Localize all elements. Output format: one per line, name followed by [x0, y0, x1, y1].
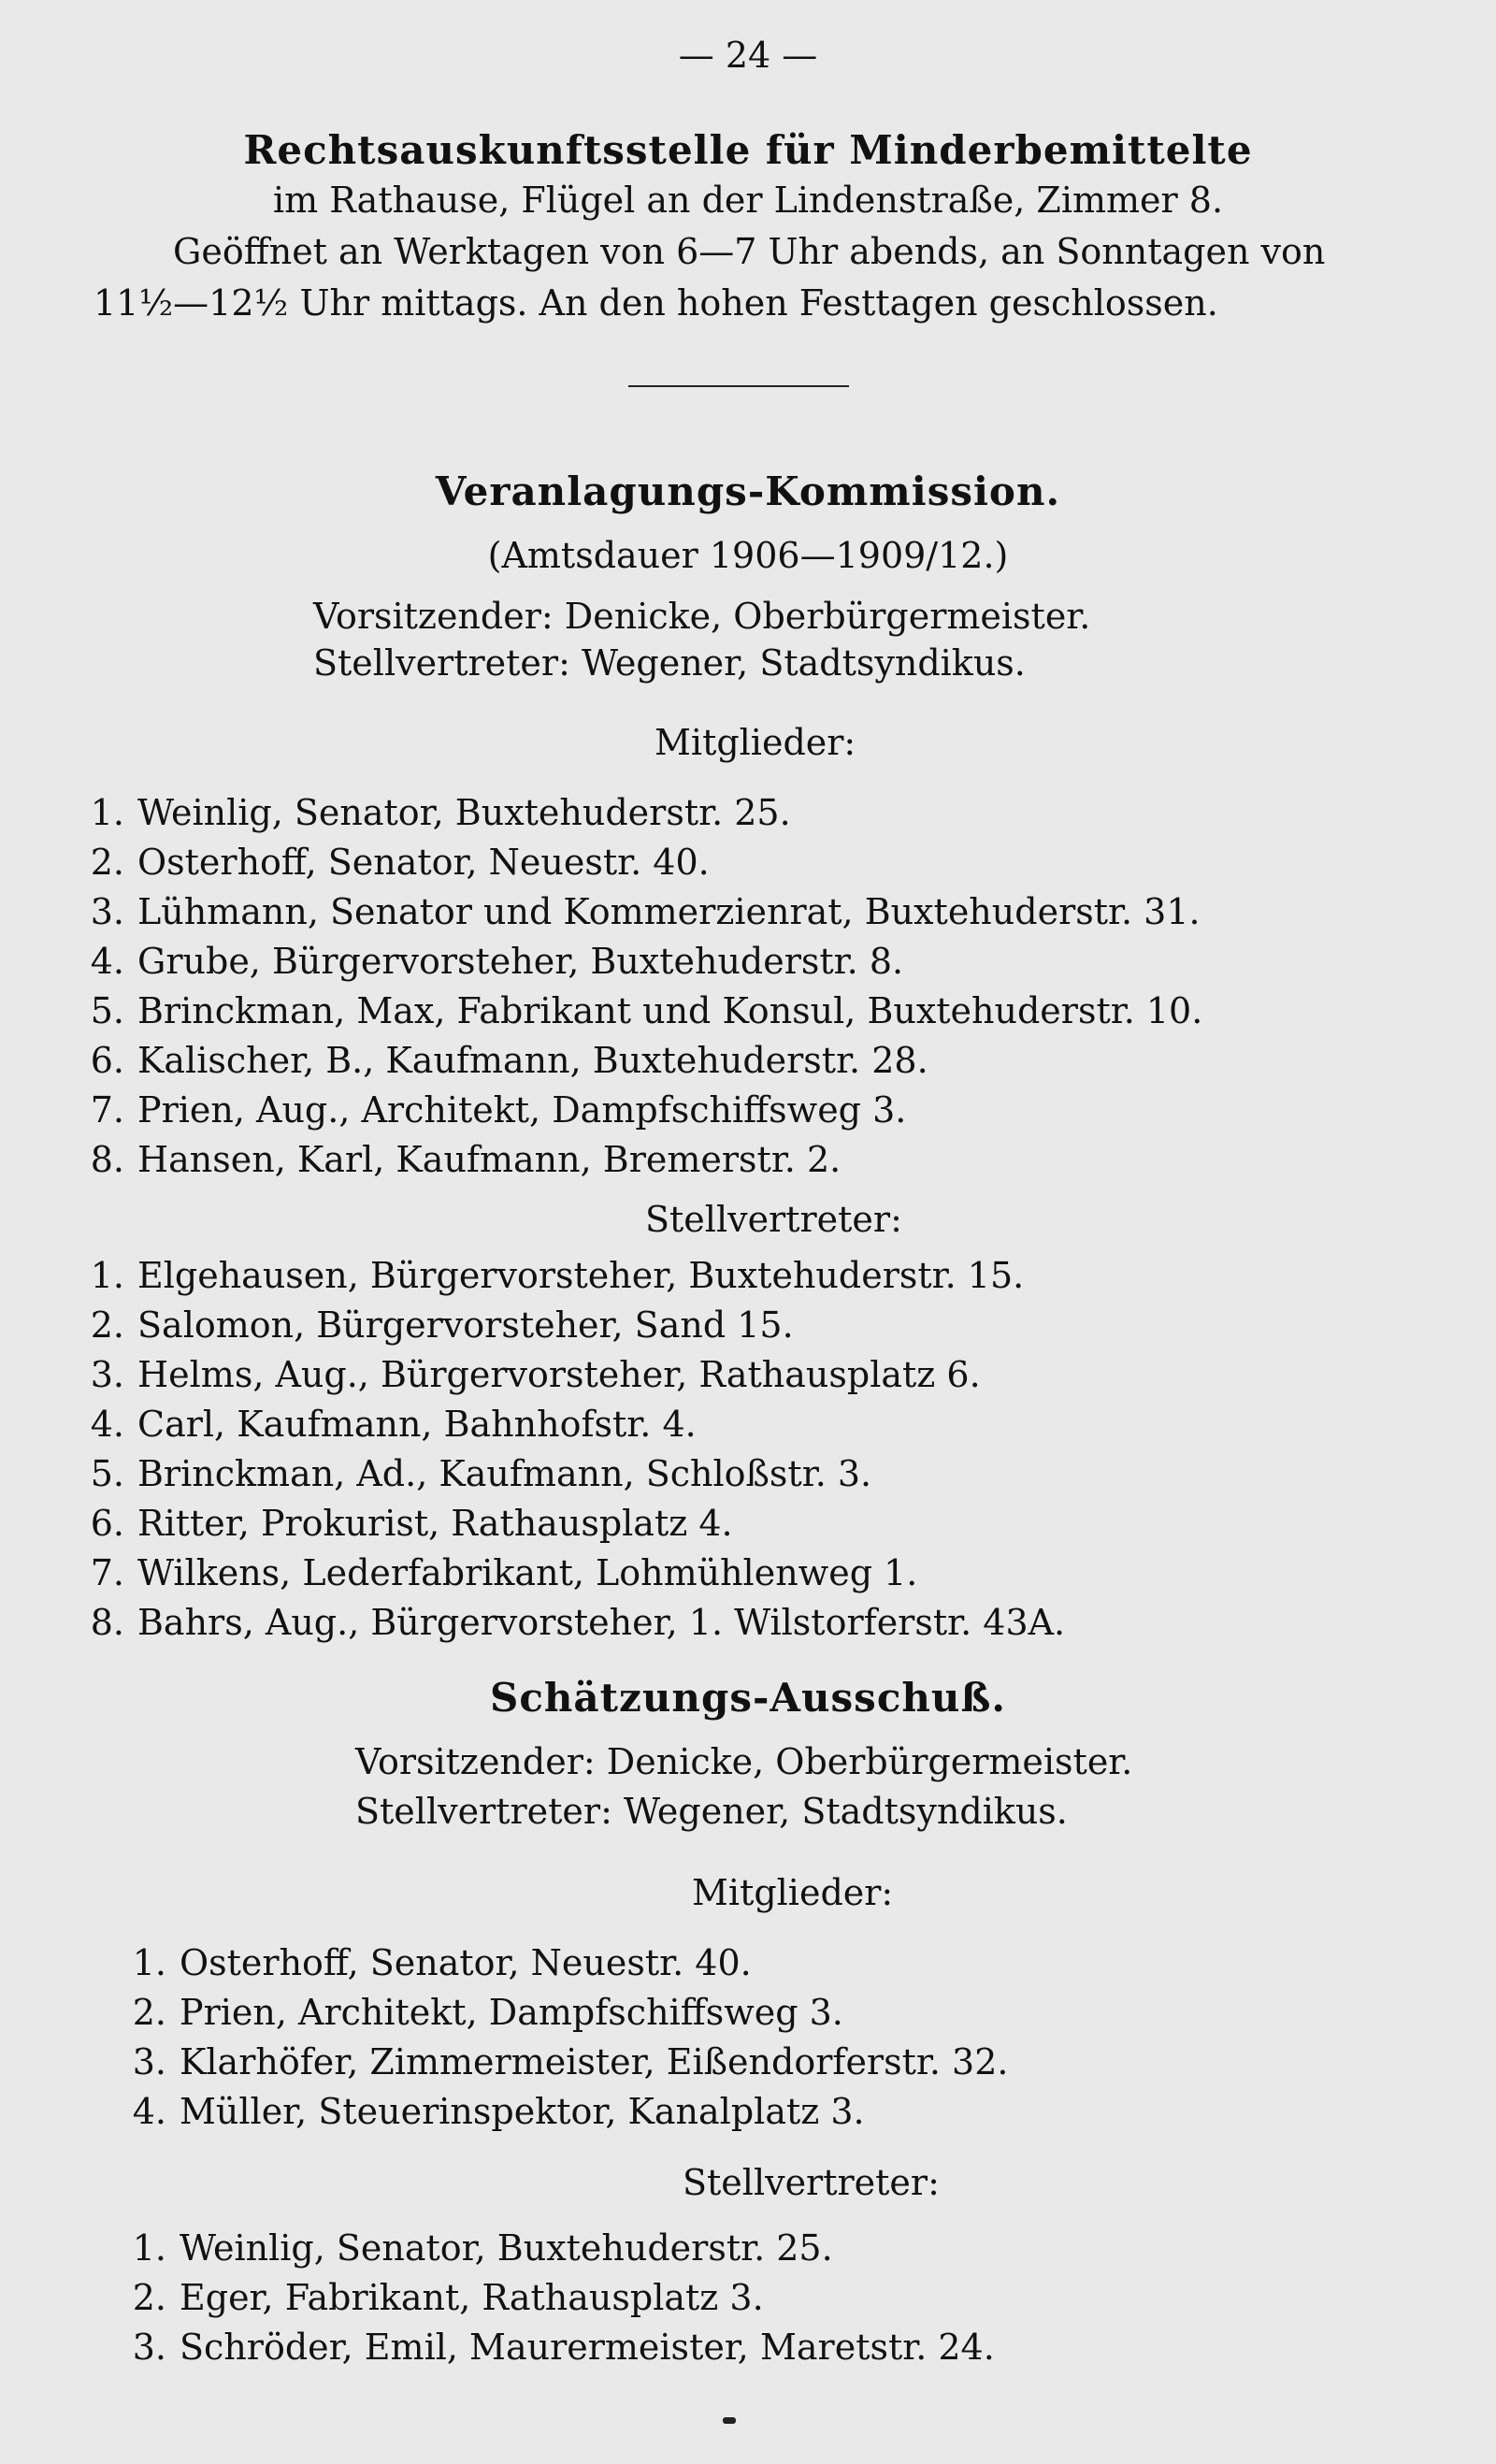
veranlagung-deputy: Stellvertreter: Wegener, Stadtsyndikus. — [313, 642, 1026, 684]
list-item — [122, 1942, 752, 1983]
schaetzung-members-heading: Mitglieder: — [692, 1872, 894, 1913]
list-number: 5. — [90, 990, 124, 1031]
list-item — [79, 842, 710, 883]
list-item — [79, 792, 791, 833]
list-text: Weinlig, Senator, Buxtehuderstr. 25. — [180, 2227, 833, 2269]
list-number: 7. — [90, 1552, 124, 1593]
list-text: Müller, Steuerinspektor, Kanalplatz 3. — [180, 2091, 865, 2132]
list-text: Prien, Architekt, Dampfschiffsweg 3. — [180, 1992, 843, 2033]
list-number: 1. — [90, 792, 124, 833]
list-item — [79, 1602, 1066, 1643]
list-number: 4. — [90, 941, 124, 982]
list-text: Wilkens, Lederfabrikant, Lohmühlenweg 1. — [137, 1552, 918, 1593]
section-title-schaetzung: Schätzungs-Ausschuß. — [489, 1675, 1006, 1721]
list-item — [79, 1453, 872, 1494]
list-item — [79, 1503, 733, 1544]
list-number: 6. — [90, 1040, 124, 1081]
list-item — [79, 1089, 907, 1131]
list-text: Prien, Aug., Architekt, Dampfschiffsweg 3. — [137, 1089, 907, 1131]
list-number: 1. — [90, 1255, 124, 1296]
list-item — [122, 2091, 865, 2132]
list-text: Eger, Fabrikant, Rathausplatz 3. — [180, 2277, 764, 2318]
list-text: Ritter, Prokurist, Rathausplatz 4. — [137, 1503, 733, 1544]
list-text: Salomon, Bürgervorsteher, Sand 15. — [137, 1304, 794, 1346]
page-number: — 24 — — [678, 35, 818, 76]
list-number: 8. — [90, 1602, 124, 1643]
section-divider — [628, 385, 849, 387]
list-number: 5. — [90, 1453, 124, 1494]
list-text: Grube, Bürgervorsteher, Buxtehuderstr. 8. — [137, 941, 904, 982]
list-text: Kalischer, B., Kaufmann, Buxtehuderstr. 28. — [137, 1040, 928, 1081]
list-item — [79, 1404, 697, 1445]
schaetzung-deputy: Stellvertreter: Wegener, Stadtsyndikus. — [355, 1791, 1068, 1832]
rechtsauskunft-hours-line2: 11½—12½ Uhr mittags. An den hohen Festtagen geschlossen. — [94, 282, 1218, 324]
list-text: Elgehausen, Bürgervorsteher, Buxtehuderstr. 15. — [137, 1255, 1025, 1296]
list-text: Osterhoff, Senator, Neuestr. 40. — [137, 842, 710, 883]
list-item — [79, 1255, 1025, 1296]
list-item — [79, 1304, 794, 1346]
list-text: Bahrs, Aug., Bürgervorsteher, 1. Wilstorferstr. 43A. — [137, 1602, 1066, 1643]
list-text: Klarhöfer, Zimmermeister, Eißendorferstr. 32. — [180, 2041, 1009, 2082]
list-text: Helms, Aug., Bürgervorsteher, Rathausplatz 6. — [137, 1354, 981, 1395]
list-number: 7. — [90, 1089, 124, 1131]
section-title-veranlagung: Veranlagungs-Kommission. — [435, 468, 1061, 514]
veranlagung-term: (Amtsdauer 1906—1909/12.) — [487, 535, 1009, 576]
veranlagung-chair: Vorsitzender: Denicke, Oberbürgermeister. — [313, 596, 1091, 637]
veranlagung-deputies-heading: Stellvertreter: — [645, 1199, 902, 1240]
list-item — [122, 2327, 995, 2368]
rechtsauskunft-hours-line1: Geöffnet an Werktagen von 6—7 Uhr abends, an Sonntagen von — [173, 231, 1326, 272]
list-item — [79, 891, 1201, 932]
list-text: Brinckman, Max, Fabrikant und Konsul, Buxtehuderstr. 10. — [137, 990, 1203, 1031]
schaetzung-deputies-heading: Stellvertreter: — [683, 2162, 940, 2203]
list-number: 1. — [132, 1942, 166, 1983]
list-item — [79, 990, 1203, 1031]
list-number: 3. — [132, 2327, 166, 2368]
ink-mark — [723, 2417, 736, 2424]
list-number: 2. — [90, 842, 124, 883]
list-item — [79, 1552, 918, 1593]
list-text: Lühmann, Senator und Kommerzienrat, Buxtehuderstr. 31. — [137, 891, 1201, 932]
list-number: 1. — [132, 2227, 166, 2269]
list-item — [79, 1040, 928, 1081]
list-text: Weinlig, Senator, Buxtehuderstr. 25. — [137, 792, 791, 833]
list-item — [79, 941, 904, 982]
list-item — [122, 2277, 764, 2318]
list-item — [79, 1139, 842, 1180]
list-item — [122, 2041, 1009, 2082]
list-number: 2. — [132, 1992, 166, 2033]
veranlagung-members-heading: Mitglieder: — [654, 722, 856, 763]
list-number: 2. — [90, 1304, 124, 1346]
list-text: Hansen, Karl, Kaufmann, Bremerstr. 2. — [137, 1139, 842, 1180]
list-text: Schröder, Emil, Maurermeister, Maretstr. 24. — [180, 2327, 995, 2368]
list-number: 3. — [132, 2041, 166, 2082]
list-text: Carl, Kaufmann, Bahnhofstr. 4. — [137, 1404, 697, 1445]
list-number: 4. — [132, 2091, 166, 2132]
schaetzung-chair: Vorsitzender: Denicke, Oberbürgermeister. — [355, 1741, 1133, 1782]
list-number: 6. — [90, 1503, 124, 1544]
list-number: 3. — [90, 1354, 124, 1395]
list-text: Brinckman, Ad., Kaufmann, Schloßstr. 3. — [137, 1453, 872, 1494]
list-number: 4. — [90, 1404, 124, 1445]
list-item — [122, 2227, 833, 2269]
list-item — [79, 1354, 981, 1395]
list-number: 3. — [90, 891, 124, 932]
list-number: 2. — [132, 2277, 166, 2318]
list-text: Osterhoff, Senator, Neuestr. 40. — [180, 1942, 752, 1983]
section-title-rechtsauskunft: Rechtsauskunftsstelle für Minderbemittelte — [243, 127, 1253, 173]
list-number: 8. — [90, 1139, 124, 1180]
rechtsauskunft-location: im Rathause, Flügel an der Lindenstraße, Zimmer 8. — [272, 180, 1224, 221]
list-item — [122, 1992, 843, 2033]
